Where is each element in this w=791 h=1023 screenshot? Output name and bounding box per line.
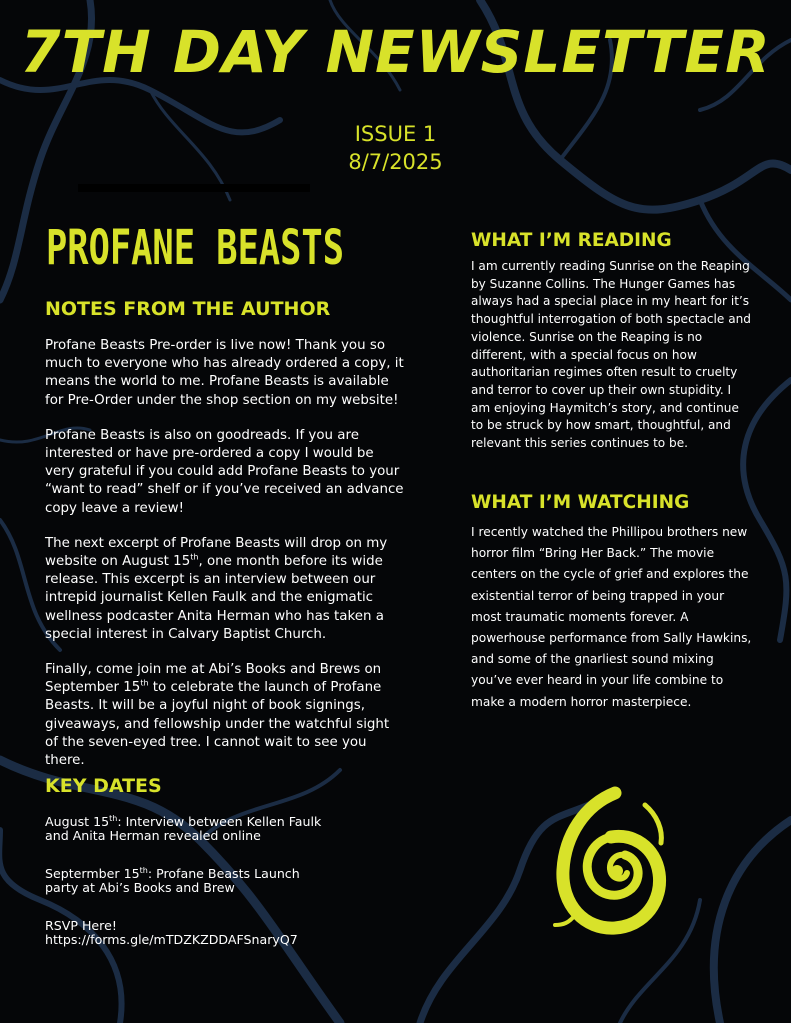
profane-beasts-logo — [44, 216, 346, 276]
rsvp-label: RSVP Here! — [45, 918, 117, 933]
spiral-eye-emblem-icon — [545, 785, 675, 935]
key-dates-heading: KEY DATES — [45, 775, 162, 797]
rsvp-block — [45, 919, 335, 947]
notes-paragraph-1: Profane Beasts Pre-order is live now! Thank you so much to everyone who has already ordered a copy, it means the world to me. Profane Beasts is available for Pre-Order under the shop section on my website! — [45, 338, 404, 408]
key-dates-list — [45, 815, 335, 947]
issue-block — [0, 120, 791, 176]
notes-paragraph-2: Profane Beasts is also on goodreads. If you are interested or have pre-ordered a copy I would be very grateful if you could add Profane Beasts to your “want to read” shelf or if you’ve received an advance copy leave a review! — [45, 427, 404, 516]
watching-heading: WHAT I’M WATCHING — [471, 492, 690, 513]
issue-date: 8/7/2025 — [348, 150, 443, 174]
notes-body — [45, 337, 405, 787]
reading-heading: WHAT I’M READING — [471, 230, 672, 251]
key-date-item: Septermber 15th: Profane Beasts Launch party at Abi’s Books and Brew — [45, 865, 300, 895]
notes-heading: NOTES FROM THE AUTHOR — [45, 298, 331, 320]
divider-bar — [78, 184, 310, 192]
watching-body: I recently watched the Phillipou brothers new horror film “Bring Her Back.” The movie centers on the cycle of grief and explores the existential terror of being trapped in your most traumatic moments forever. A powerhouse performance from Sally Hawkins, and some of the gnarliest sound mixing you’ve ever heard in your life combine to make a modern horror masterpiece. — [471, 525, 752, 709]
newsletter-title: 7TH DAY NEWSLETTER — [20, 18, 771, 86]
key-date-item: August 15th: Interview between Kellen Faulk and Anita Herman revealed online — [45, 813, 322, 843]
notes-paragraph-3: The next excerpt of Profane Beasts will drop on my website on August 15th, one month before its wide release. This excerpt is an interview between our intrepid journalist Kellen Faulk and the enigmatic wellness podcaster Anita Herman who has taken a special interest in Calvary Baptist Church. — [45, 535, 388, 642]
logo-text: PROFANE BEASTS — [46, 220, 344, 276]
reading-body: I am currently reading Sunrise on the Reaping by Suzanne Collins. The Hunger Games has always had a special place in my heart for it’s thoughtful interrogation of both spectacle and violence. Sunrise on the Reaping is no different, with a special focus on how authoritarian regimes often result to cruelty and terror to cover up their own stupidity. I am enjoying Haymitch’s story, and continue to be struck by how smart, thoughtful, and relevant this series continues to be. — [471, 259, 751, 451]
notes-paragraph-4: Finally, come join me at Abi’s Books and Brews on September 15th to celebrate the launch of Profane Beasts. It will be a joyful night of book signings, giveaways, and fellowship under the watchful sight of the seven-eyed tree. I cannot wait to see you there. — [45, 662, 390, 769]
rsvp-link[interactable]: https://forms.gle/mTDZKZDDAFSnaryQ7 — [45, 932, 298, 947]
issue-number: ISSUE 1 — [354, 122, 437, 146]
